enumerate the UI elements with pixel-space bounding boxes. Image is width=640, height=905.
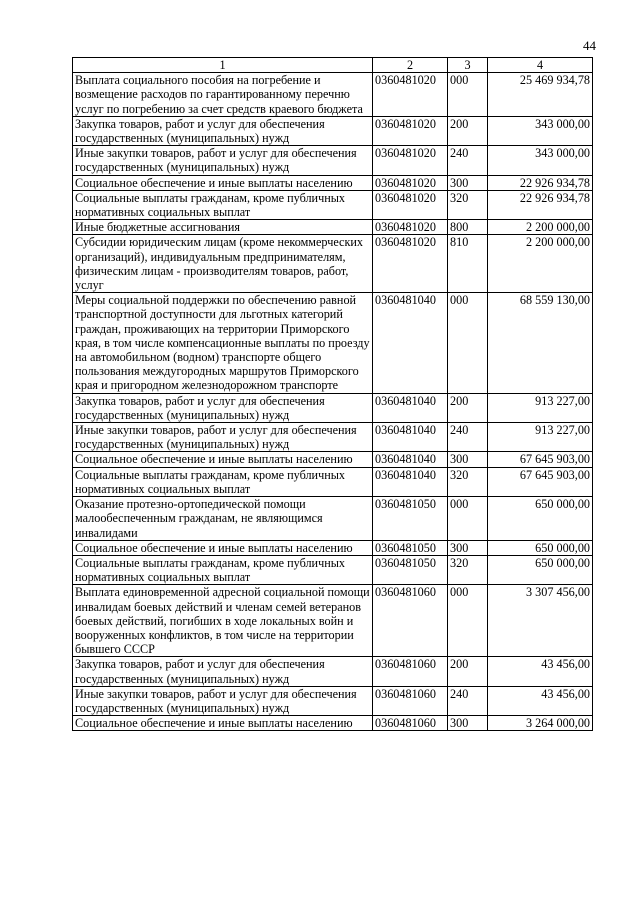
row-code: 0360481040 [373,452,448,467]
header-col-3: 3 [448,58,488,73]
row-kind: 810 [448,235,488,293]
row-code: 0360481050 [373,497,448,541]
row-code: 0360481020 [373,175,448,190]
table-row [73,423,593,452]
table-row [73,657,593,686]
row-amount: 913 227,00 [488,423,593,452]
row-name: Социальное обеспечение и иные выплаты населению [73,540,373,555]
header-col-1: 1 [73,58,373,73]
row-code: 0360481020 [373,73,448,117]
row-name: Закупка товаров, работ и услуг для обеспечения государственных (муниципальных) нужд [73,116,373,145]
row-amount: 913 227,00 [488,393,593,422]
row-code: 0360481020 [373,146,448,175]
row-amount: 25 469 934,78 [488,73,593,117]
table-row [73,497,593,541]
table-row [73,293,593,393]
row-kind: 320 [448,555,488,584]
row-name: Меры социальной поддержки по обеспечению равной транспортной доступности для льготных категорий граждан, проживающих на территории Приморского края, в том числе компенсационные выплаты по проезду на автомобильном (водном) транспорте общего пользования междугородных маршрутов Приморского края и пригородном железнодорожном транспорте [73,293,373,393]
table-row [73,146,593,175]
row-kind: 240 [448,146,488,175]
row-amount: 2 200 000,00 [488,235,593,293]
row-code: 0360481020 [373,220,448,235]
row-code: 0360481050 [373,540,448,555]
row-name: Социальное обеспечение и иные выплаты населению [73,452,373,467]
row-kind: 240 [448,686,488,715]
row-code: 0360481060 [373,716,448,731]
row-amount: 67 645 903,00 [488,467,593,496]
row-code: 0360481020 [373,190,448,219]
table-row [73,116,593,145]
row-name: Субсидии юридическим лицам (кроме некоммерческих организаций), индивидуальным предпринимателям, физическим лицам - производителям товаров, работ, услуг [73,235,373,293]
table-row [73,716,593,731]
table-row [73,220,593,235]
row-kind: 320 [448,467,488,496]
row-code: 0360481020 [373,116,448,145]
row-kind: 200 [448,116,488,145]
row-kind: 200 [448,393,488,422]
row-amount: 2 200 000,00 [488,220,593,235]
row-amount: 22 926 934,78 [488,175,593,190]
row-code: 0360481040 [373,393,448,422]
row-code: 0360481060 [373,686,448,715]
row-amount: 650 000,00 [488,497,593,541]
row-amount: 3 264 000,00 [488,716,593,731]
header-col-4: 4 [488,58,593,73]
row-kind: 300 [448,716,488,731]
row-kind: 000 [448,73,488,117]
row-kind: 300 [448,452,488,467]
table-row [73,190,593,219]
row-amount: 43 456,00 [488,657,593,686]
table-row [73,452,593,467]
row-name: Социальные выплаты гражданам, кроме публичных нормативных социальных выплат [73,467,373,496]
table-row [73,467,593,496]
table-row [73,175,593,190]
row-kind: 000 [448,497,488,541]
row-kind: 240 [448,423,488,452]
row-kind: 320 [448,190,488,219]
row-name: Иные закупки товаров, работ и услуг для обеспечения государственных (муниципальных) нужд [73,146,373,175]
row-name: Социальные выплаты гражданам, кроме публичных нормативных социальных выплат [73,555,373,584]
row-name: Социальные выплаты гражданам, кроме публичных нормативных социальных выплат [73,190,373,219]
row-name: Закупка товаров, работ и услуг для обеспечения государственных (муниципальных) нужд [73,393,373,422]
row-amount: 343 000,00 [488,116,593,145]
table-row [73,393,593,422]
row-name: Выплата единовременной адресной социальной помощи инвалидам боевых действий и членам семей ветеранов боевых действий, погибших в ходе локальных войн и вооруженных конфликтов, в том числе на территории бывшего СССР [73,585,373,657]
row-name: Иные бюджетные ассигнования [73,220,373,235]
row-code: 0360481050 [373,555,448,584]
row-code: 0360481060 [373,585,448,657]
budget-table [72,57,593,731]
table-row [73,73,593,117]
row-amount: 68 559 130,00 [488,293,593,393]
row-kind: 300 [448,540,488,555]
row-name: Социальное обеспечение и иные выплаты населению [73,175,373,190]
table-row [73,235,593,293]
row-name: Оказание протезно-ортопедической помощи малообеспеченным гражданам, не являющимся инвалидами [73,497,373,541]
row-code: 0360481060 [373,657,448,686]
row-name: Иные закупки товаров, работ и услуг для обеспечения государственных (муниципальных) нужд [73,423,373,452]
row-kind: 800 [448,220,488,235]
row-kind: 000 [448,293,488,393]
row-kind: 200 [448,657,488,686]
row-name: Социальное обеспечение и иные выплаты населению [73,716,373,731]
row-kind: 000 [448,585,488,657]
row-amount: 22 926 934,78 [488,190,593,219]
header-col-2: 2 [373,58,448,73]
row-code: 0360481040 [373,293,448,393]
table-row [73,540,593,555]
page-number: 44 [583,38,596,53]
row-code: 0360481040 [373,423,448,452]
row-code: 0360481020 [373,235,448,293]
row-amount: 67 645 903,00 [488,452,593,467]
row-amount: 3 307 456,00 [488,585,593,657]
row-amount: 650 000,00 [488,540,593,555]
row-amount: 650 000,00 [488,555,593,584]
row-amount: 343 000,00 [488,146,593,175]
table-row [73,555,593,584]
row-name: Выплата социального пособия на погребение и возмещение расходов по гарантированному перечню услуг по погребению за счет средств краевого бюджета [73,73,373,117]
table-row [73,585,593,657]
table-row [73,686,593,715]
row-kind: 300 [448,175,488,190]
header-row [73,58,593,73]
row-name: Закупка товаров, работ и услуг для обеспечения государственных (муниципальных) нужд [73,657,373,686]
table-body [73,73,593,731]
row-amount: 43 456,00 [488,686,593,715]
row-code: 0360481040 [373,467,448,496]
row-name: Иные закупки товаров, работ и услуг для обеспечения государственных (муниципальных) нужд [73,686,373,715]
